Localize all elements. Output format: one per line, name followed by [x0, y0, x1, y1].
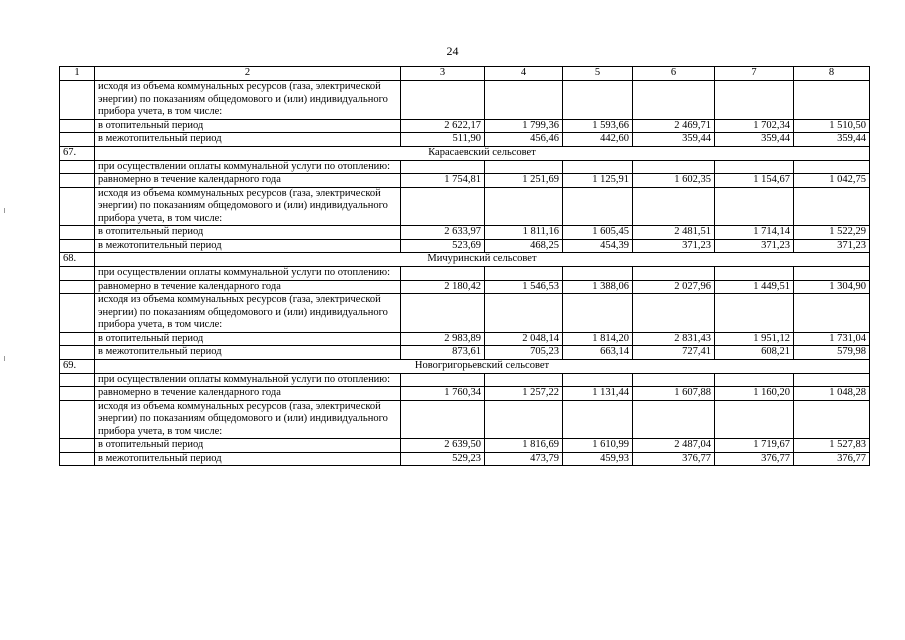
empty-value-cell — [563, 373, 633, 387]
page-number: 24 — [446, 44, 459, 58]
value-cell: 376,77 — [633, 452, 715, 466]
empty-value-cell — [633, 373, 715, 387]
row-number-cell — [60, 294, 95, 333]
value-cell: 523,69 — [401, 239, 485, 253]
value-cell: 1 510,50 — [794, 119, 870, 133]
value-cell: 2 831,43 — [633, 332, 715, 346]
empty-value-cell — [485, 187, 563, 226]
empty-value-cell — [715, 81, 794, 120]
value-cell: 371,23 — [715, 239, 794, 253]
table-row — [60, 174, 870, 188]
description-row — [60, 373, 870, 387]
table-row — [60, 133, 870, 147]
section-row — [60, 146, 870, 160]
row-label: в межотопительный период — [95, 133, 401, 147]
empty-value-cell — [633, 81, 715, 120]
empty-value-cell — [485, 267, 563, 281]
empty-value-cell — [485, 160, 563, 174]
section-row — [60, 253, 870, 267]
row-label: исходя из объема коммунальных ресурсов (газа, электрической энергии) по показаниям общедомового и (или) индивидуального прибора учета, в том числе: — [95, 294, 401, 333]
row-number-cell — [60, 346, 95, 360]
value-cell: 2 469,71 — [633, 119, 715, 133]
description-row — [60, 294, 870, 333]
row-number-cell — [60, 400, 95, 439]
value-cell: 1 814,20 — [563, 332, 633, 346]
column-number: 8 — [794, 67, 870, 81]
value-cell: 1 257,22 — [485, 387, 563, 401]
value-cell: 1 816,69 — [485, 439, 563, 453]
empty-value-cell — [485, 400, 563, 439]
section-number: 69. — [60, 359, 95, 373]
section-name: Мичуринский сельсовет — [95, 253, 870, 267]
column-number: 3 — [401, 67, 485, 81]
value-cell: 456,46 — [485, 133, 563, 147]
description-row — [60, 400, 870, 439]
value-cell: 1 702,34 — [715, 119, 794, 133]
value-cell: 511,90 — [401, 133, 485, 147]
empty-value-cell — [401, 267, 485, 281]
empty-value-cell — [633, 400, 715, 439]
tariff-table — [59, 66, 870, 466]
table-row — [60, 119, 870, 133]
table-row — [60, 452, 870, 466]
empty-value-cell — [715, 160, 794, 174]
value-cell: 1 605,45 — [563, 226, 633, 240]
empty-value-cell — [485, 81, 563, 120]
column-number: 6 — [633, 67, 715, 81]
row-label: в отопительный период — [95, 119, 401, 133]
empty-value-cell — [794, 81, 870, 120]
scan-margin-mark — [4, 356, 5, 361]
value-cell: 1 760,34 — [401, 387, 485, 401]
value-cell: 1 602,35 — [633, 174, 715, 188]
value-cell: 1 160,20 — [715, 387, 794, 401]
description-row — [60, 81, 870, 120]
value-cell: 2 180,42 — [401, 280, 485, 294]
column-number: 4 — [485, 67, 563, 81]
value-cell: 608,21 — [715, 346, 794, 360]
column-number: 5 — [563, 67, 633, 81]
empty-value-cell — [485, 294, 563, 333]
value-cell: 2 983,89 — [401, 332, 485, 346]
value-cell: 359,44 — [633, 133, 715, 147]
value-cell: 459,93 — [563, 452, 633, 466]
row-number-cell — [60, 119, 95, 133]
value-cell: 1 799,36 — [485, 119, 563, 133]
row-label: равномерно в течение календарного года — [95, 387, 401, 401]
empty-value-cell — [563, 400, 633, 439]
empty-value-cell — [401, 160, 485, 174]
row-number-cell — [60, 187, 95, 226]
table-row — [60, 387, 870, 401]
empty-value-cell — [401, 294, 485, 333]
value-cell: 1 610,99 — [563, 439, 633, 453]
row-label: в межотопительный период — [95, 346, 401, 360]
row-label: равномерно в течение календарного года — [95, 174, 401, 188]
empty-value-cell — [633, 294, 715, 333]
row-label: при осуществлении оплаты коммунальной услуги по отоплению: — [95, 267, 401, 281]
value-cell: 359,44 — [794, 133, 870, 147]
row-label: в отопительный период — [95, 226, 401, 240]
value-cell: 1 593,66 — [563, 119, 633, 133]
value-cell: 529,23 — [401, 452, 485, 466]
value-cell: 468,25 — [485, 239, 563, 253]
value-cell: 2 487,04 — [633, 439, 715, 453]
column-number: 2 — [95, 67, 401, 81]
value-cell: 1 522,29 — [794, 226, 870, 240]
row-label: при осуществлении оплаты коммунальной услуги по отоплению: — [95, 160, 401, 174]
section-number: 67. — [60, 146, 95, 160]
value-cell: 1 154,67 — [715, 174, 794, 188]
section-name: Новогригорьевский сельсовет — [95, 359, 870, 373]
empty-value-cell — [715, 187, 794, 226]
empty-value-cell — [401, 187, 485, 226]
value-cell: 1 811,16 — [485, 226, 563, 240]
value-cell: 1 042,75 — [794, 174, 870, 188]
empty-value-cell — [715, 294, 794, 333]
value-cell: 1 388,06 — [563, 280, 633, 294]
description-row — [60, 267, 870, 281]
empty-value-cell — [563, 294, 633, 333]
scan-margin-mark — [4, 208, 5, 213]
row-label: исходя из объема коммунальных ресурсов (газа, электрической энергии) по показаниям общедомового и (или) индивидуального прибора учета, в том числе: — [95, 187, 401, 226]
table-body — [60, 67, 870, 466]
column-number: 7 — [715, 67, 794, 81]
row-number-cell — [60, 133, 95, 147]
value-cell: 2 481,51 — [633, 226, 715, 240]
row-number-cell — [60, 439, 95, 453]
empty-value-cell — [794, 160, 870, 174]
value-cell: 1 754,81 — [401, 174, 485, 188]
row-label: в отопительный период — [95, 439, 401, 453]
value-cell: 1 951,12 — [715, 332, 794, 346]
value-cell: 727,41 — [633, 346, 715, 360]
empty-value-cell — [715, 267, 794, 281]
row-number-cell — [60, 452, 95, 466]
value-cell: 454,39 — [563, 239, 633, 253]
row-label: в межотопительный период — [95, 452, 401, 466]
value-cell: 359,44 — [715, 133, 794, 147]
value-cell: 2 048,14 — [485, 332, 563, 346]
value-cell: 1 125,91 — [563, 174, 633, 188]
value-cell: 1 731,04 — [794, 332, 870, 346]
empty-value-cell — [563, 187, 633, 226]
empty-value-cell — [633, 187, 715, 226]
value-cell: 663,14 — [563, 346, 633, 360]
table-row — [60, 280, 870, 294]
value-cell: 1 546,53 — [485, 280, 563, 294]
value-cell: 579,98 — [794, 346, 870, 360]
value-cell: 371,23 — [794, 239, 870, 253]
row-number-cell — [60, 174, 95, 188]
value-cell: 1 048,28 — [794, 387, 870, 401]
row-number-cell — [60, 226, 95, 240]
row-number-cell — [60, 332, 95, 346]
table-row — [60, 346, 870, 360]
row-label: при осуществлении оплаты коммунальной услуги по отоплению: — [95, 373, 401, 387]
row-label: исходя из объема коммунальных ресурсов (газа, электрической энергии) по показаниям общедомового и (или) индивидуального прибора учета, в том числе: — [95, 400, 401, 439]
value-cell: 873,61 — [401, 346, 485, 360]
row-number-cell — [60, 373, 95, 387]
empty-value-cell — [633, 267, 715, 281]
value-cell: 705,23 — [485, 346, 563, 360]
table-row — [60, 439, 870, 453]
value-cell: 1 449,51 — [715, 280, 794, 294]
value-cell: 1 714,14 — [715, 226, 794, 240]
empty-value-cell — [794, 187, 870, 226]
value-cell: 1 251,69 — [485, 174, 563, 188]
empty-value-cell — [633, 160, 715, 174]
row-number-cell — [60, 267, 95, 281]
value-cell: 1 719,67 — [715, 439, 794, 453]
empty-value-cell — [401, 400, 485, 439]
value-cell: 2 622,17 — [401, 119, 485, 133]
column-number-row — [60, 67, 870, 81]
value-cell: 473,79 — [485, 452, 563, 466]
empty-value-cell — [563, 267, 633, 281]
value-cell: 2 639,50 — [401, 439, 485, 453]
row-number-cell — [60, 387, 95, 401]
row-number-cell — [60, 160, 95, 174]
value-cell: 2 027,96 — [633, 280, 715, 294]
row-label: равномерно в течение календарного года — [95, 280, 401, 294]
section-number: 68. — [60, 253, 95, 267]
empty-value-cell — [485, 373, 563, 387]
description-row — [60, 160, 870, 174]
column-number: 1 — [60, 67, 95, 81]
table-row — [60, 332, 870, 346]
empty-value-cell — [401, 373, 485, 387]
empty-value-cell — [794, 400, 870, 439]
section-name: Карасаевский сельсовет — [95, 146, 870, 160]
section-row — [60, 359, 870, 373]
row-label: исходя из объема коммунальных ресурсов (газа, электрической энергии) по показаниям общедомового и (или) индивидуального прибора учета, в том числе: — [95, 81, 401, 120]
empty-value-cell — [794, 294, 870, 333]
row-number-cell — [60, 239, 95, 253]
row-number-cell — [60, 81, 95, 120]
table-row — [60, 239, 870, 253]
row-label: в отопительный период — [95, 332, 401, 346]
row-number-cell — [60, 280, 95, 294]
empty-value-cell — [563, 81, 633, 120]
empty-value-cell — [794, 373, 870, 387]
empty-value-cell — [401, 81, 485, 120]
value-cell: 2 633,97 — [401, 226, 485, 240]
description-row — [60, 187, 870, 226]
value-cell: 376,77 — [715, 452, 794, 466]
empty-value-cell — [563, 160, 633, 174]
value-cell: 371,23 — [633, 239, 715, 253]
value-cell: 1 304,90 — [794, 280, 870, 294]
value-cell: 376,77 — [794, 452, 870, 466]
empty-value-cell — [794, 267, 870, 281]
value-cell: 1 527,83 — [794, 439, 870, 453]
value-cell: 1 131,44 — [563, 387, 633, 401]
empty-value-cell — [715, 373, 794, 387]
row-label: в межотопительный период — [95, 239, 401, 253]
table-row — [60, 226, 870, 240]
value-cell: 442,60 — [563, 133, 633, 147]
value-cell: 1 607,88 — [633, 387, 715, 401]
empty-value-cell — [715, 400, 794, 439]
